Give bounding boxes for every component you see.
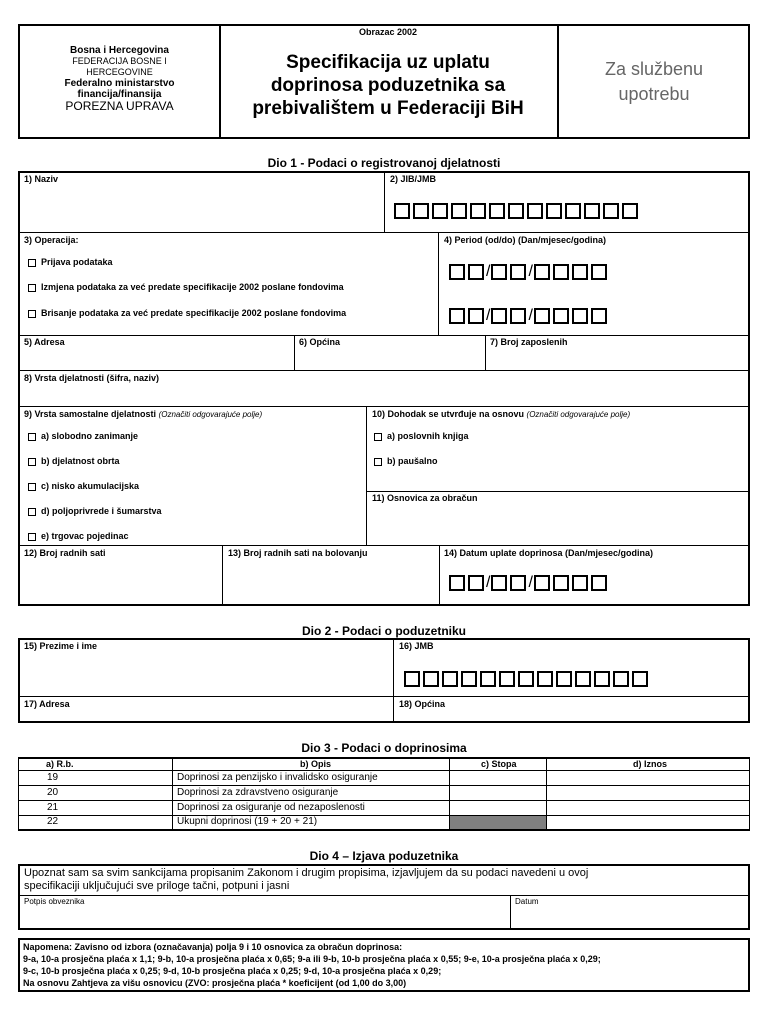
date-field[interactable] <box>512 907 748 928</box>
checkbox[interactable] <box>28 433 36 441</box>
field-bolovanje-input[interactable] <box>224 560 437 604</box>
declaration-line1: Upoznat sam sa svim sankcijama propisanim Zakonom i drugim propisima, izjavljujem da su podaci navedeni u ovoj <box>24 867 589 879</box>
iznos-total-shaded-cell <box>450 815 546 829</box>
digit-box[interactable] <box>572 264 588 280</box>
operacija-option-prijava[interactable] <box>28 257 113 267</box>
issuer-block <box>20 45 219 112</box>
divider <box>19 370 749 371</box>
table-row-rb: 21 <box>47 802 59 813</box>
note-line3: 9-c, 10-b prosječna plaća x 0,25; 9-d, 10-b prosječna plaća x 0,25; 9-d, 10-a prosječna plaća x 0,29; <box>23 966 442 976</box>
note-line1: Napomena: Zavisno od izbora (označavanja) polja 9 i 10 osnovica za obračun doprinosa: <box>23 942 403 952</box>
field-radni-sati-input[interactable] <box>20 560 220 604</box>
section-1-heading: Dio 1 - Podaci o registrovanoj djelatnosti <box>267 156 501 170</box>
section-3-heading: Dio 3 - Podaci o doprinosima <box>301 741 467 755</box>
field-vrsta-djelatnosti-input[interactable] <box>20 385 748 405</box>
issuer-ministry-2: financija/finansija <box>77 89 162 100</box>
divider <box>366 407 367 545</box>
digit-box[interactable] <box>546 203 562 219</box>
field-period-label: 4) Period (od/do) (Dan/mjesec/godina) <box>444 235 607 245</box>
field-osnovica-input[interactable] <box>368 505 748 544</box>
digit-box[interactable] <box>622 203 638 219</box>
form-title-line3: prebivalištem u Federaciji BiH <box>252 98 524 119</box>
field-dohodak-hint: (Označiti odgovarajuće polje) <box>526 410 631 419</box>
option-label: d) poljoprivrede i šumarstva <box>41 506 162 516</box>
divider <box>366 491 749 492</box>
digit-box[interactable] <box>572 575 588 591</box>
date-separator: / <box>528 263 533 280</box>
option-label: a) poslovnih knjiga <box>387 431 469 441</box>
divider <box>393 639 394 722</box>
field-broj-zaposlenih-label: 7) Broj zaposlenih <box>490 337 568 347</box>
digit-box[interactable] <box>423 671 439 687</box>
digit-box[interactable] <box>499 671 515 687</box>
divider <box>19 232 749 233</box>
form-number: Obrazac 2002 <box>358 27 418 37</box>
field-opcina-label: 6) Općina <box>299 337 341 347</box>
date-label: Datum <box>515 897 539 906</box>
table-header-iznos: d) Iznos <box>633 759 667 769</box>
digit-box[interactable] <box>594 671 610 687</box>
option-label: c) nisko akumulacijska <box>41 481 140 491</box>
digit-box[interactable] <box>591 264 607 280</box>
field-adresa-poduzetnika-input[interactable] <box>20 710 391 721</box>
operacija-option-brisanje[interactable] <box>28 308 346 318</box>
issuer-tax-admin: POREZNA UPRAVA <box>65 99 174 113</box>
table-row-opis: Doprinosi za zdravstveno osiguranje <box>177 787 339 798</box>
field-broj-zaposlenih-input[interactable] <box>487 349 748 369</box>
date-separator: / <box>486 574 491 591</box>
field-operacija-label: 3) Operacija: <box>24 235 79 245</box>
divider <box>294 336 295 370</box>
checkbox[interactable] <box>28 458 36 466</box>
note-line2: 9-a, 10-a prosječna plaća x 1,1; 9-b, 10-a prosječna plaća x 0,65; 9-a ili 9-b, 10-b prosječna plaća x 0,55; 9-e, 10-a prosječna plaća x 0,29; <box>23 954 601 964</box>
digit-box[interactable] <box>404 671 420 687</box>
dohodak-option-a[interactable] <box>374 431 469 441</box>
divider <box>19 406 749 407</box>
divider <box>19 545 749 546</box>
table-row-opis: Ukupni doprinosi (19 + 20 + 21) <box>177 816 318 827</box>
checkbox[interactable] <box>28 533 36 541</box>
digit-box[interactable] <box>556 671 572 687</box>
field-dohodak-label <box>372 409 630 419</box>
field-radni-sati-label: 12) Broj radnih sati <box>24 548 106 558</box>
digit-box[interactable] <box>442 671 458 687</box>
signature-label: Potpis obveznika <box>24 897 85 906</box>
iznos-input[interactable] <box>548 771 748 784</box>
table-header-opis: b) Opis <box>300 759 331 769</box>
digit-box[interactable] <box>553 575 569 591</box>
field-opcina-poduzetnika-input[interactable] <box>395 710 748 721</box>
table-col-divider <box>449 758 450 829</box>
digit-box[interactable] <box>468 308 484 324</box>
issuer-federation-2: HERCEGOVINE <box>86 67 153 77</box>
digit-box[interactable] <box>553 308 569 324</box>
jmb-digit-boxes[interactable] <box>404 671 651 687</box>
digit-box[interactable] <box>508 203 524 219</box>
digit-box[interactable] <box>449 308 465 324</box>
table-row-opis: Doprinosi za osiguranje od nezaposlenosti <box>177 802 365 813</box>
divider <box>222 546 223 605</box>
option-label: b) djelatnost obrta <box>41 456 120 466</box>
digit-box[interactable] <box>534 575 550 591</box>
stopa-input[interactable] <box>451 771 545 784</box>
jib-digit-boxes[interactable] <box>394 203 641 219</box>
digit-box[interactable] <box>491 575 507 591</box>
digit-box[interactable] <box>527 203 543 219</box>
divider <box>510 896 511 929</box>
digit-box[interactable] <box>565 203 581 219</box>
samostalna-option-b[interactable] <box>28 456 120 466</box>
digit-box[interactable] <box>575 671 591 687</box>
digit-box[interactable] <box>489 203 505 219</box>
digit-box[interactable] <box>510 575 526 591</box>
field-samostalna-label <box>24 409 262 419</box>
field-opcina-poduzetnika-label: 18) Općina <box>399 699 446 709</box>
issuer-ministry: Federalno ministarstvo <box>64 78 175 89</box>
checkbox[interactable] <box>374 433 382 441</box>
digit-box[interactable] <box>468 264 484 280</box>
samostalna-option-d[interactable] <box>28 506 162 516</box>
field-prezime-input[interactable] <box>20 653 391 695</box>
samostalna-option-a[interactable] <box>28 431 138 441</box>
field-samostalna-title: 9) Vrsta samostalne djelatnosti <box>24 409 157 419</box>
official-use <box>558 57 750 107</box>
iznos-input[interactable] <box>548 801 748 814</box>
field-samostalna-hint: (Označiti odgovarajuće polje) <box>158 410 263 419</box>
checkbox[interactable] <box>374 458 382 466</box>
option-label: Brisanje podataka za već predate specifikacije 2002 poslane fondovima <box>41 308 347 318</box>
digit-box[interactable] <box>537 671 553 687</box>
digit-box[interactable] <box>534 308 550 324</box>
digit-box[interactable] <box>510 264 526 280</box>
stopa-input[interactable] <box>451 786 545 799</box>
iznos-input[interactable] <box>548 816 748 829</box>
divider <box>384 172 385 232</box>
date-separator: / <box>486 307 491 324</box>
field-jmb-label: 16) JMB <box>399 641 434 651</box>
divider <box>439 546 440 605</box>
digit-box[interactable] <box>461 671 477 687</box>
option-label: b) paušalno <box>387 456 438 466</box>
digit-box[interactable] <box>468 575 484 591</box>
digit-box[interactable] <box>613 671 629 687</box>
digit-box[interactable] <box>491 308 507 324</box>
digit-box[interactable] <box>451 203 467 219</box>
divider <box>438 233 439 335</box>
issuer-federation: FEDERACIJA BOSNE I <box>72 56 167 66</box>
field-vrsta-djelatnosti-label: 8) Vrsta djelatnosti (šifra, naziv) <box>24 373 160 383</box>
table-col-divider <box>546 758 547 829</box>
digit-box[interactable] <box>572 308 588 324</box>
field-datum-uplate-label: 14) Datum uplate doprinosa (Dan/mjesec/godina) <box>444 548 654 558</box>
iznos-input[interactable] <box>548 786 748 799</box>
period-from-date[interactable] <box>449 264 610 280</box>
digit-box[interactable] <box>432 203 448 219</box>
operacija-option-izmjena[interactable] <box>28 282 344 292</box>
table-header-stopa: c) Stopa <box>481 759 517 769</box>
digit-box[interactable] <box>553 264 569 280</box>
digit-box[interactable] <box>491 264 507 280</box>
field-osnovica-label: 11) Osnovica za obračun <box>372 493 478 503</box>
table-row-rb: 22 <box>47 816 59 827</box>
field-adresa-label: 5) Adresa <box>24 337 65 347</box>
field-naziv-label: 1) Naziv <box>24 174 59 184</box>
field-prezime-label: 15) Prezime i ime <box>24 641 98 651</box>
checkbox[interactable] <box>28 259 36 267</box>
samostalna-option-c[interactable] <box>28 481 139 491</box>
note-line4: Na osnovu Zahtjeva za višu osnovicu (ZVO: prosječna plaća * koeficijent (od 1,00 do 3,00) <box>23 978 407 988</box>
samostalna-option-e[interactable] <box>28 531 129 541</box>
digit-box[interactable] <box>480 671 496 687</box>
form-title-line1: Specifikacija uz uplatu <box>286 52 490 73</box>
digit-box[interactable] <box>591 575 607 591</box>
digit-box[interactable] <box>449 575 465 591</box>
form-title <box>219 51 557 120</box>
issuer-country: Bosna i Hercegovina <box>70 45 169 56</box>
period-to-date[interactable] <box>449 308 610 324</box>
declaration-line2: specifikaciji uključujući sve priloge tačni, potpuni i jasni <box>24 880 290 892</box>
table-row-opis: Doprinosi za penzijsko i invalidsko osiguranje <box>177 772 378 783</box>
dohodak-option-b[interactable] <box>374 456 438 466</box>
table-col-divider <box>172 758 173 829</box>
declaration-text <box>24 867 588 893</box>
divider <box>19 335 749 336</box>
divider <box>19 696 749 697</box>
digit-box[interactable] <box>591 308 607 324</box>
digit-box[interactable] <box>603 203 619 219</box>
digit-box[interactable] <box>534 264 550 280</box>
option-label: e) trgovac pojedinac <box>41 531 129 541</box>
date-separator: / <box>486 263 491 280</box>
datum-uplate-date[interactable] <box>449 575 610 591</box>
official-use-line2: upotrebu <box>618 84 690 104</box>
table-row-rb: 19 <box>47 772 59 783</box>
date-separator: / <box>528 307 533 324</box>
form-title-line2: doprinosa poduzetnika sa <box>270 75 506 96</box>
divider <box>485 336 486 370</box>
digit-box[interactable] <box>632 671 648 687</box>
field-bolovanje-label: 13) Broj radnih sati na bolovanju <box>228 548 368 558</box>
section-4-heading: Dio 4 – Izjava poduzetnika <box>309 849 459 863</box>
signature-field[interactable] <box>20 907 508 928</box>
option-label: a) slobodno zanimanje <box>41 431 139 441</box>
checkbox[interactable] <box>28 508 36 516</box>
option-label: Izmjena podataka za već predate specifikacije 2002 poslane fondovima <box>41 282 344 292</box>
digit-box[interactable] <box>518 671 534 687</box>
digit-box[interactable] <box>413 203 429 219</box>
date-separator: / <box>528 574 533 591</box>
field-naziv-input[interactable] <box>20 186 382 230</box>
official-use-line1: Za službenu <box>604 59 704 79</box>
section-2-heading: Dio 2 - Podaci o poduzetniku <box>301 624 466 638</box>
field-adresa-poduzetnika-label: 17) Adresa <box>24 699 70 709</box>
option-label: Prijava podataka <box>41 257 113 267</box>
field-opcina-input[interactable] <box>296 349 484 369</box>
field-jib-label: 2) JIB/JMB <box>390 174 437 184</box>
digit-box[interactable] <box>394 203 410 219</box>
digit-box[interactable] <box>584 203 600 219</box>
stopa-input[interactable] <box>451 801 545 814</box>
table-header-rb: a) R.b. <box>46 759 74 769</box>
checkbox[interactable] <box>28 483 36 491</box>
digit-box[interactable] <box>449 264 465 280</box>
checkbox[interactable] <box>28 310 36 318</box>
field-adresa-input[interactable] <box>20 349 292 369</box>
digit-box[interactable] <box>470 203 486 219</box>
digit-box[interactable] <box>510 308 526 324</box>
checkbox[interactable] <box>28 284 36 292</box>
field-dohodak-title: 10) Dohodak se utvrđuje na osnovu <box>372 409 525 419</box>
table-row-rb: 20 <box>47 787 59 798</box>
divider <box>19 895 749 896</box>
